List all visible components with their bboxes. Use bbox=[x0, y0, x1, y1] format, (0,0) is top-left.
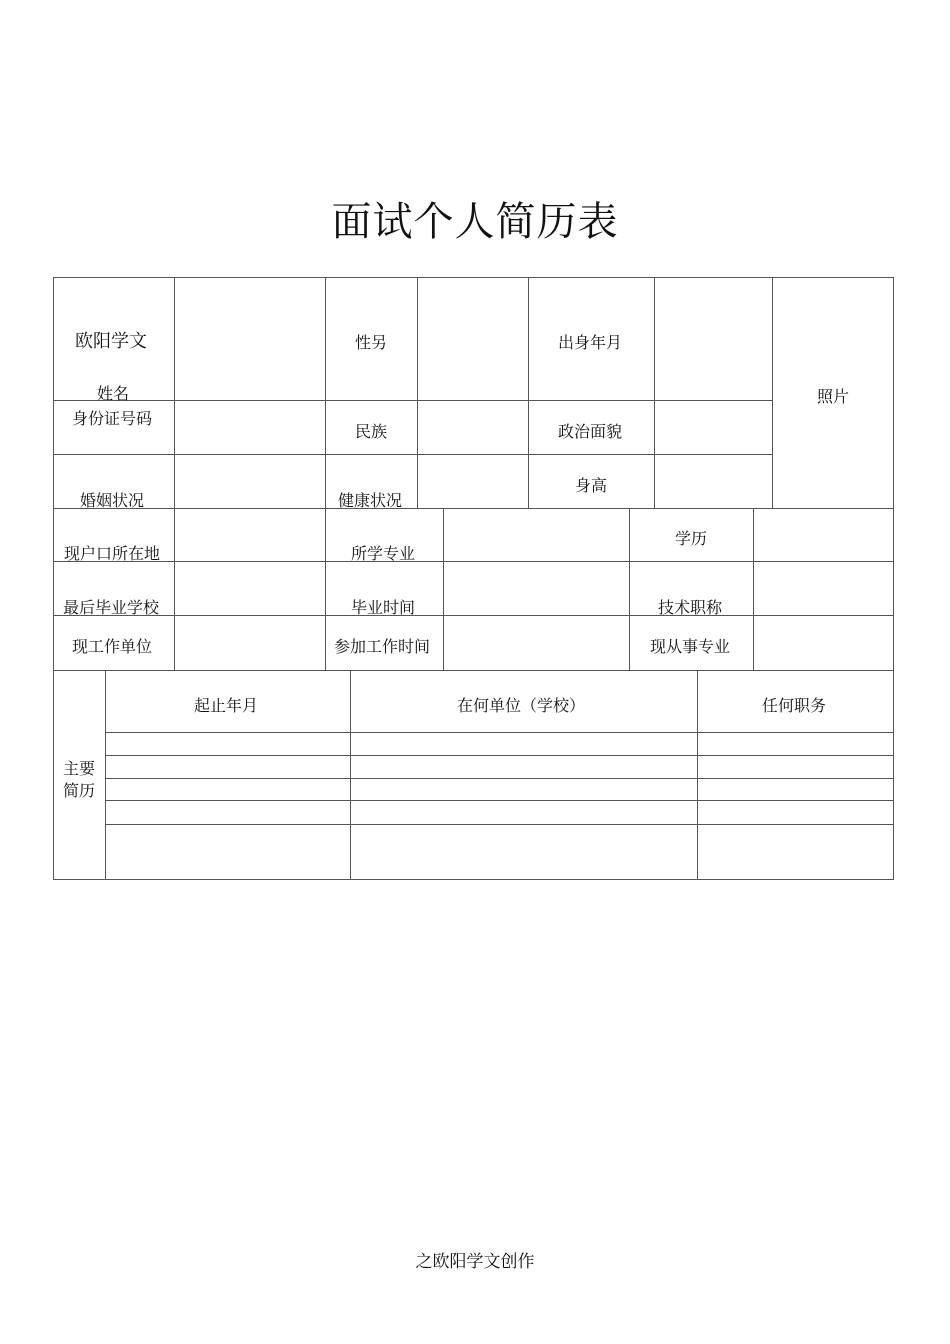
label-name: 姓名 bbox=[97, 384, 130, 403]
row-divider bbox=[105, 824, 894, 825]
row-divider bbox=[105, 800, 894, 801]
label-gender: 性另 bbox=[355, 333, 388, 352]
label-current-profession: 现从事专业 bbox=[650, 637, 731, 656]
page-title: 面试个人简历表 bbox=[331, 199, 619, 245]
label-current-employer: 现工作单位 bbox=[72, 637, 153, 656]
label-health-status: 健康状况 bbox=[338, 491, 403, 510]
row-divider bbox=[53, 400, 773, 401]
col-divider bbox=[174, 277, 175, 508]
label-resume-main: 主要 bbox=[63, 759, 96, 778]
label-education: 学历 bbox=[675, 529, 708, 548]
label-birth-date: 出身年月 bbox=[558, 333, 623, 352]
col-divider bbox=[325, 508, 326, 670]
label-tech-title: 技术职称 bbox=[658, 598, 723, 617]
col-divider bbox=[654, 277, 655, 508]
footer-credit: 之欧阳学文创作 bbox=[415, 1252, 535, 1272]
col-divider bbox=[697, 670, 698, 880]
col-divider bbox=[174, 508, 175, 670]
row-divider bbox=[53, 454, 773, 455]
label-major: 所学专业 bbox=[351, 544, 416, 563]
label-resume-history: 简历 bbox=[63, 781, 96, 800]
col-divider bbox=[629, 508, 630, 670]
table-frame bbox=[53, 277, 894, 880]
column-header-unit: 在何单位（学校） bbox=[457, 696, 586, 715]
label-id-number: 身份证号码 bbox=[72, 409, 153, 428]
row-divider bbox=[53, 615, 894, 616]
label-marital-status: 婚姻状况 bbox=[80, 491, 145, 510]
column-header-position: 任何职务 bbox=[762, 696, 827, 715]
col-divider bbox=[350, 670, 351, 880]
label-residence: 现户口所在地 bbox=[64, 544, 161, 563]
label-graduation-time: 毕业时间 bbox=[351, 598, 416, 617]
col-divider bbox=[753, 508, 754, 670]
col-divider bbox=[325, 277, 326, 508]
col-divider bbox=[417, 277, 418, 508]
row-divider bbox=[105, 732, 894, 733]
author-name: 欧阳学文 bbox=[75, 331, 147, 352]
col-divider bbox=[105, 670, 106, 880]
label-political-status: 政治面貌 bbox=[558, 422, 623, 441]
column-header-period: 起止年月 bbox=[194, 696, 259, 715]
label-photo: 照片 bbox=[817, 387, 850, 406]
row-divider bbox=[105, 755, 894, 756]
row-divider bbox=[53, 670, 894, 671]
label-work-start-time: 参加工作时间 bbox=[334, 637, 431, 656]
row-divider bbox=[105, 778, 894, 779]
row-divider bbox=[53, 508, 894, 509]
label-last-school: 最后毕业学校 bbox=[63, 598, 160, 617]
label-height: 身高 bbox=[575, 476, 608, 495]
label-ethnicity: 民族 bbox=[355, 422, 388, 441]
col-divider bbox=[443, 508, 444, 670]
col-divider bbox=[528, 277, 529, 508]
col-divider bbox=[772, 277, 773, 508]
row-divider bbox=[53, 561, 894, 562]
